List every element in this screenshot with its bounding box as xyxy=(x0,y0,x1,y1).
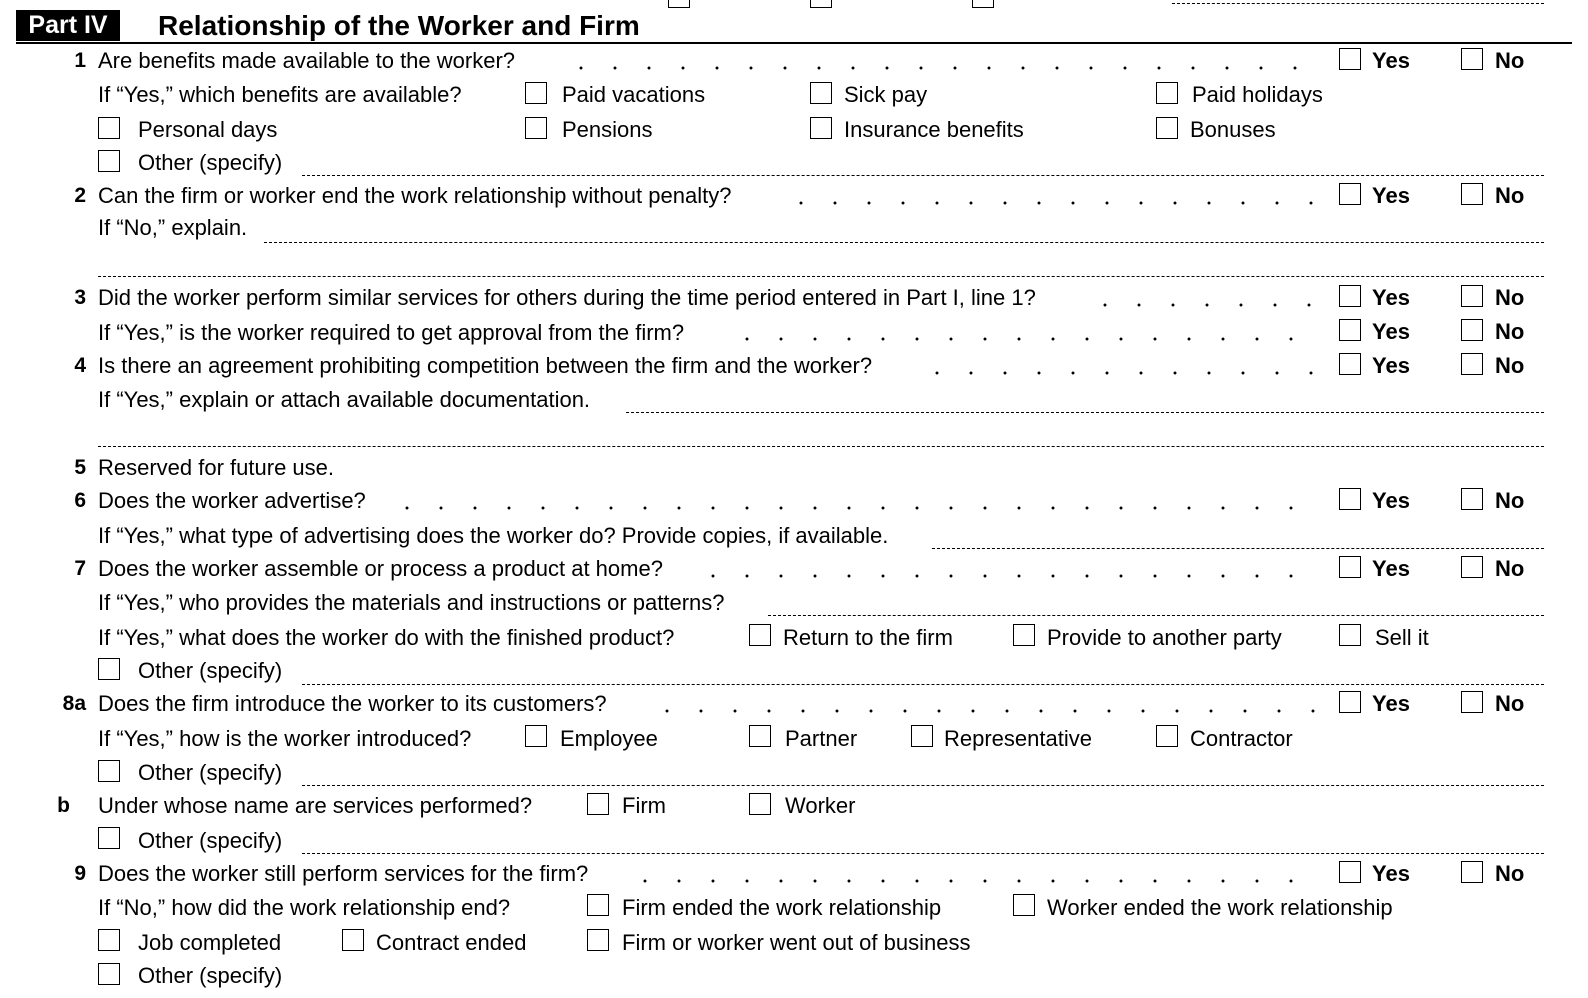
q6-sub-question: If “Yes,” what type of advertising does the worker do? Provide copies, if available. xyxy=(98,523,889,548)
q7-provide-to-another-party-label: Provide to another party xyxy=(1047,625,1282,650)
q9-question: Does the worker still perform services for the firm? xyxy=(98,861,589,886)
q7-provide-to-another-party-checkbox[interactable] xyxy=(1013,624,1035,646)
q3-yes-label: Yes xyxy=(1372,285,1410,310)
q1-yes-label: Yes xyxy=(1372,48,1410,73)
q3-number: 3 xyxy=(74,286,86,309)
q9-out-of-business-label: Firm or worker went out of business xyxy=(622,930,971,955)
q8a-sub-question: If “Yes,” how is the worker introduced? xyxy=(98,726,472,751)
q7-return-to-firm-checkbox[interactable] xyxy=(749,624,771,646)
part-title: Relationship of the Worker and Firm xyxy=(158,10,640,41)
q1-paid-vacations-checkbox[interactable] xyxy=(525,82,547,104)
q8b-worker-checkbox[interactable] xyxy=(749,793,771,815)
q3-question: Did the worker perform similar services for others during the time period entered in Part I, line 1? xyxy=(98,285,1036,310)
q6-number: 6 xyxy=(74,489,86,512)
q8b-question: Under whose name are services performed? xyxy=(98,793,533,818)
q7-no-checkbox[interactable] xyxy=(1461,556,1483,578)
q8a-contractor-checkbox[interactable] xyxy=(1156,725,1178,747)
q7-yes-label: Yes xyxy=(1372,556,1410,581)
q1-sick-pay-checkbox[interactable] xyxy=(810,82,832,104)
q7-number: 7 xyxy=(74,557,86,580)
q4-no-checkbox[interactable] xyxy=(1461,353,1483,375)
q3-sub-yes-label: Yes xyxy=(1372,319,1410,344)
q8a-representative-checkbox[interactable] xyxy=(911,725,933,747)
leader-dots xyxy=(784,200,1320,206)
q7-return-to-firm-label: Return to the firm xyxy=(783,625,953,650)
part-label: Part IV xyxy=(16,10,120,41)
q3-no-checkbox[interactable] xyxy=(1461,285,1483,307)
q3-sub-question: If “Yes,” is the worker required to get approval from the firm? xyxy=(98,320,685,345)
q9-firm-ended-checkbox[interactable] xyxy=(587,894,609,916)
q1-question: Are benefits made available to the worker? xyxy=(98,48,516,73)
q9-no-label: No xyxy=(1495,861,1525,886)
q9-no-checkbox[interactable] xyxy=(1461,861,1483,883)
q1-other-checkbox[interactable] xyxy=(98,150,120,172)
q9-yes-label: Yes xyxy=(1372,861,1410,886)
q3-sub-no-checkbox[interactable] xyxy=(1461,319,1483,341)
q8a-other-label: Other (specify) xyxy=(138,760,283,785)
q1-insurance-benefits-checkbox[interactable] xyxy=(810,117,832,139)
q8a-partner-checkbox[interactable] xyxy=(749,725,771,747)
q2-sub-question: If “No,” explain. xyxy=(98,215,248,240)
q1-insurance-benefits-label: Insurance benefits xyxy=(844,117,1024,142)
q7-sell-it-checkbox[interactable] xyxy=(1339,624,1361,646)
q1-no-checkbox[interactable] xyxy=(1461,48,1483,70)
q6-advertising-answer-line[interactable] xyxy=(932,548,1544,549)
q3-sub-no-label: No xyxy=(1495,319,1525,344)
q7-other-checkbox[interactable] xyxy=(98,658,120,680)
q7-no-label: No xyxy=(1495,556,1525,581)
leader-dots xyxy=(564,65,1320,71)
q9-sub-question: If “No,” how did the work relationship end? xyxy=(98,895,511,920)
q2-no-label: No xyxy=(1495,183,1525,208)
q2-no-checkbox[interactable] xyxy=(1461,183,1483,205)
q2-explain-line-2[interactable] xyxy=(98,276,1544,277)
part-header xyxy=(16,8,1572,44)
q8a-yes-checkbox[interactable] xyxy=(1339,691,1361,713)
leader-dots xyxy=(696,573,1320,579)
q4-yes-label: Yes xyxy=(1372,353,1410,378)
q9-job-completed-label: Job completed xyxy=(138,930,282,955)
q9-yes-checkbox[interactable] xyxy=(1339,861,1361,883)
q7-materials-answer-line[interactable] xyxy=(768,615,1544,616)
q3-sub-yes-checkbox[interactable] xyxy=(1339,319,1361,341)
q9-worker-ended-label: Worker ended the work relationship xyxy=(1047,895,1393,920)
q7-sub-question-product: If “Yes,” what does the worker do with the finished product? xyxy=(98,625,675,650)
q1-number: 1 xyxy=(74,49,86,72)
q8b-firm-label: Firm xyxy=(622,793,666,818)
q1-pensions-label: Pensions xyxy=(562,117,653,142)
q1-personal-days-label: Personal days xyxy=(138,117,278,142)
q8a-representative-label: Representative xyxy=(944,726,1092,751)
q4-explain-line-2[interactable] xyxy=(98,446,1544,447)
previous-line-fragment xyxy=(0,0,1588,8)
q1-pensions-checkbox[interactable] xyxy=(525,117,547,139)
q1-paid-vacations-label: Paid vacations xyxy=(562,82,706,107)
q8a-other-answer-line[interactable] xyxy=(302,785,1544,786)
q9-other-label: Other (specify) xyxy=(138,963,283,988)
q8a-contractor-label: Contractor xyxy=(1190,726,1293,751)
q9-contract-ended-checkbox[interactable] xyxy=(342,929,364,951)
q7-yes-checkbox[interactable] xyxy=(1339,556,1361,578)
q2-number: 2 xyxy=(74,184,86,207)
q1-yes-checkbox[interactable] xyxy=(1339,48,1361,70)
leader-dots xyxy=(1088,302,1320,308)
q1-sick-pay-label: Sick pay xyxy=(844,82,928,107)
q6-yes-checkbox[interactable] xyxy=(1339,488,1361,510)
q9-contract-ended-label: Contract ended xyxy=(376,930,527,955)
q3-yes-checkbox[interactable] xyxy=(1339,285,1361,307)
leader-dots xyxy=(390,505,1320,511)
q4-no-label: No xyxy=(1495,353,1525,378)
q1-paid-holidays-checkbox[interactable] xyxy=(1156,82,1178,104)
q8a-question: Does the firm introduce the worker to its customers? xyxy=(98,691,607,716)
q4-sub-question: If “Yes,” explain or attach available documentation. xyxy=(98,387,591,412)
q6-yes-label: Yes xyxy=(1372,488,1410,513)
q2-yes-label: Yes xyxy=(1372,183,1410,208)
q6-no-checkbox[interactable] xyxy=(1461,488,1483,510)
q7-other-answer-line[interactable] xyxy=(302,684,1544,685)
leader-dots xyxy=(920,370,1320,376)
q9-number: 9 xyxy=(74,862,86,885)
q1-other-answer-line[interactable] xyxy=(302,175,1544,176)
fragment-answer-line[interactable] xyxy=(1172,3,1544,4)
q9-job-completed-checkbox[interactable] xyxy=(98,929,120,951)
q3-no-label: No xyxy=(1495,285,1525,310)
fragment-checkbox-1[interactable] xyxy=(668,0,690,8)
q1-sub-question: If “Yes,” which benefits are available? xyxy=(98,82,462,107)
leader-dots xyxy=(628,878,1320,884)
q5-text: Reserved for future use. xyxy=(98,455,335,480)
q7-question: Does the worker assemble or process a product at home? xyxy=(98,556,663,581)
q6-question: Does the worker advertise? xyxy=(98,488,366,513)
q2-question: Can the firm or worker end the work relationship without penalty? xyxy=(98,183,732,208)
q4-question: Is there an agreement prohibiting competition between the firm and the worker? xyxy=(98,353,873,378)
q4-yes-checkbox[interactable] xyxy=(1339,353,1361,375)
q1-no-label: No xyxy=(1495,48,1525,73)
q1-paid-holidays-label: Paid holidays xyxy=(1192,82,1323,107)
q8a-employee-label: Employee xyxy=(560,726,658,751)
q8b-firm-checkbox[interactable] xyxy=(587,793,609,815)
fragment-checkbox-3[interactable] xyxy=(972,0,994,8)
q8a-yes-label: Yes xyxy=(1372,691,1410,716)
q5-number: 5 xyxy=(74,456,86,479)
q2-yes-checkbox[interactable] xyxy=(1339,183,1361,205)
q7-sell-it-label: Sell it xyxy=(1375,625,1429,650)
q6-no-label: No xyxy=(1495,488,1525,513)
q9-other-checkbox[interactable] xyxy=(98,963,120,985)
q1-bonuses-label: Bonuses xyxy=(1190,117,1276,142)
q7-sub-question-materials: If “Yes,” who provides the materials and instructions or patterns? xyxy=(98,590,725,615)
q8a-other-checkbox[interactable] xyxy=(98,760,120,782)
q8a-number: 8a xyxy=(62,692,86,715)
q4-number: 4 xyxy=(74,354,86,377)
q7-other-label: Other (specify) xyxy=(138,658,283,683)
q8b-other-checkbox[interactable] xyxy=(98,827,120,849)
q9-worker-ended-checkbox[interactable] xyxy=(1013,894,1035,916)
q8b-other-answer-line[interactable] xyxy=(302,853,1544,854)
leader-dots xyxy=(650,708,1320,714)
q9-out-of-business-checkbox[interactable] xyxy=(587,929,609,951)
q8b-worker-label: Worker xyxy=(785,793,856,818)
q8a-no-checkbox[interactable] xyxy=(1461,691,1483,713)
q8b-other-label: Other (specify) xyxy=(138,828,283,853)
q9-firm-ended-label: Firm ended the work relationship xyxy=(622,895,942,920)
q2-explain-line-1[interactable] xyxy=(264,242,1544,243)
q8a-employee-checkbox[interactable] xyxy=(525,725,547,747)
q1-other-label: Other (specify) xyxy=(138,150,283,175)
q4-explain-line-1[interactable] xyxy=(626,412,1544,413)
q1-personal-days-checkbox[interactable] xyxy=(98,117,120,139)
q1-bonuses-checkbox[interactable] xyxy=(1156,117,1178,139)
q8a-no-label: No xyxy=(1495,691,1525,716)
q8a-partner-label: Partner xyxy=(785,726,858,751)
q8b-number: b xyxy=(57,794,70,817)
leader-dots xyxy=(730,336,1320,342)
fragment-checkbox-2[interactable] xyxy=(810,0,832,8)
